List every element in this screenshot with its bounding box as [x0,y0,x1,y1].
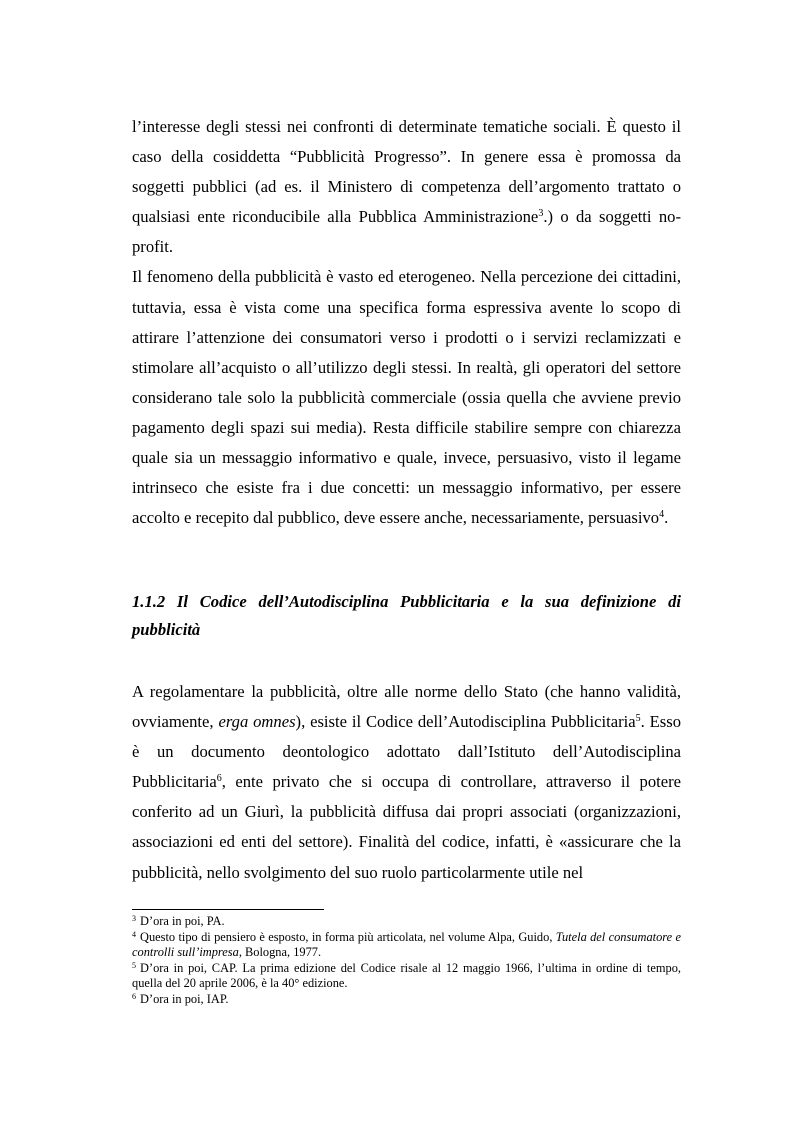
paragraph-advertising-phenomenon: Il fenomeno della pubblicità è vasto ed eterogeneo. Nella percezione dei cittadini, tuttavia, essa è vista come una specifica forma espressiva avente lo scopo di attirare l’attenzione dei consumatori verso i prodotti o i servizi reclamizzati e stimolare all’acquisto o all’utilizzo degli stessi. In realtà, gli operatori del settore considerano tale solo la pubblicità commerciale (ossia quella che avviene previo pagamento degli spazi sui media). Resta difficile stabilire sempre con chiarezza quale sia un messaggio informativo e quale, invece, persuasivo, visto il legame intrinseco che esiste fra i due concetti: un messaggio informativo, per essere accolto e recepito dal pubblico, deve essere anche, necessariamente, persuasivo$^4$. [132,267,681,528]
footnote-separator [132,909,324,910]
paragraph-public-advertising: l’interesse degli stessi nei confronti di determinate tematiche sociali. È questo il caso della cosiddetta “Pubblicità Progresso”. In genere essa è promossa da soggetti pubblici (ad es. il Ministero di competenza dell’argomento trattato o qualsiasi ente riconducibile alla Pubblica Amministrazione$^3$.) o da soggetti no-profit. [132,117,681,257]
footnote-6: $^6$ D’ora in poi, IAP. [132,991,229,1006]
section-heading: 1.1.2 Il Codice dell’Autodisciplina Pubblicitaria e la sua definizione di pubblicità [132,592,681,639]
body-text-lower [132,677,681,888]
body-text-upper [132,112,681,533]
footnote-5: $^5$ D’ora in poi, CAP. La prima edizione del Codice risale al 12 maggio 1966, l’ultima in ordine di tempo, quella del 20 aprile 2006, è la 40° edizione. [132,960,681,991]
footnote-ref-6[interactable]: 6 [216,773,222,785]
footnotes [132,914,681,1008]
paragraph-code-autodiscipline: A regolamentare la pubblicità, oltre alle norme dello Stato (che hanno validità, ovviamente, erga omnes), esiste il Codice dell’Autodisciplina Pubblicitaria$^5$. Esso è un documento deontologico adottato dall’Istituto dell’Autodisciplina Pubblicitaria$^6$, ente privato che si occupa di controllare, attraverso il potere conferito ad un Giurì, la pubblicità diffusa dai propri associati (organizzazioni, associazioni ed enti del settore). Finalità del codice, infatti, è «assicurare che la pubblicità, nello svolgimento del suo ruolo particolarmente utile nel [132,682,682,882]
footnote-4: $^4$ Questo tipo di pensiero è esposto, in forma più articolata, nel volume Alpa, Guido, Tutela del consumatore e controlli sull’impresa, Bologna, 1977. [132,929,681,960]
footnote-ref-3[interactable]: 3 [538,208,544,220]
footnote-ref-4[interactable]: 4 [659,509,665,521]
footnote-ref-5[interactable]: 5 [635,713,641,725]
footnote-3: $^3$ D’ora in poi, PA. [132,914,225,928]
